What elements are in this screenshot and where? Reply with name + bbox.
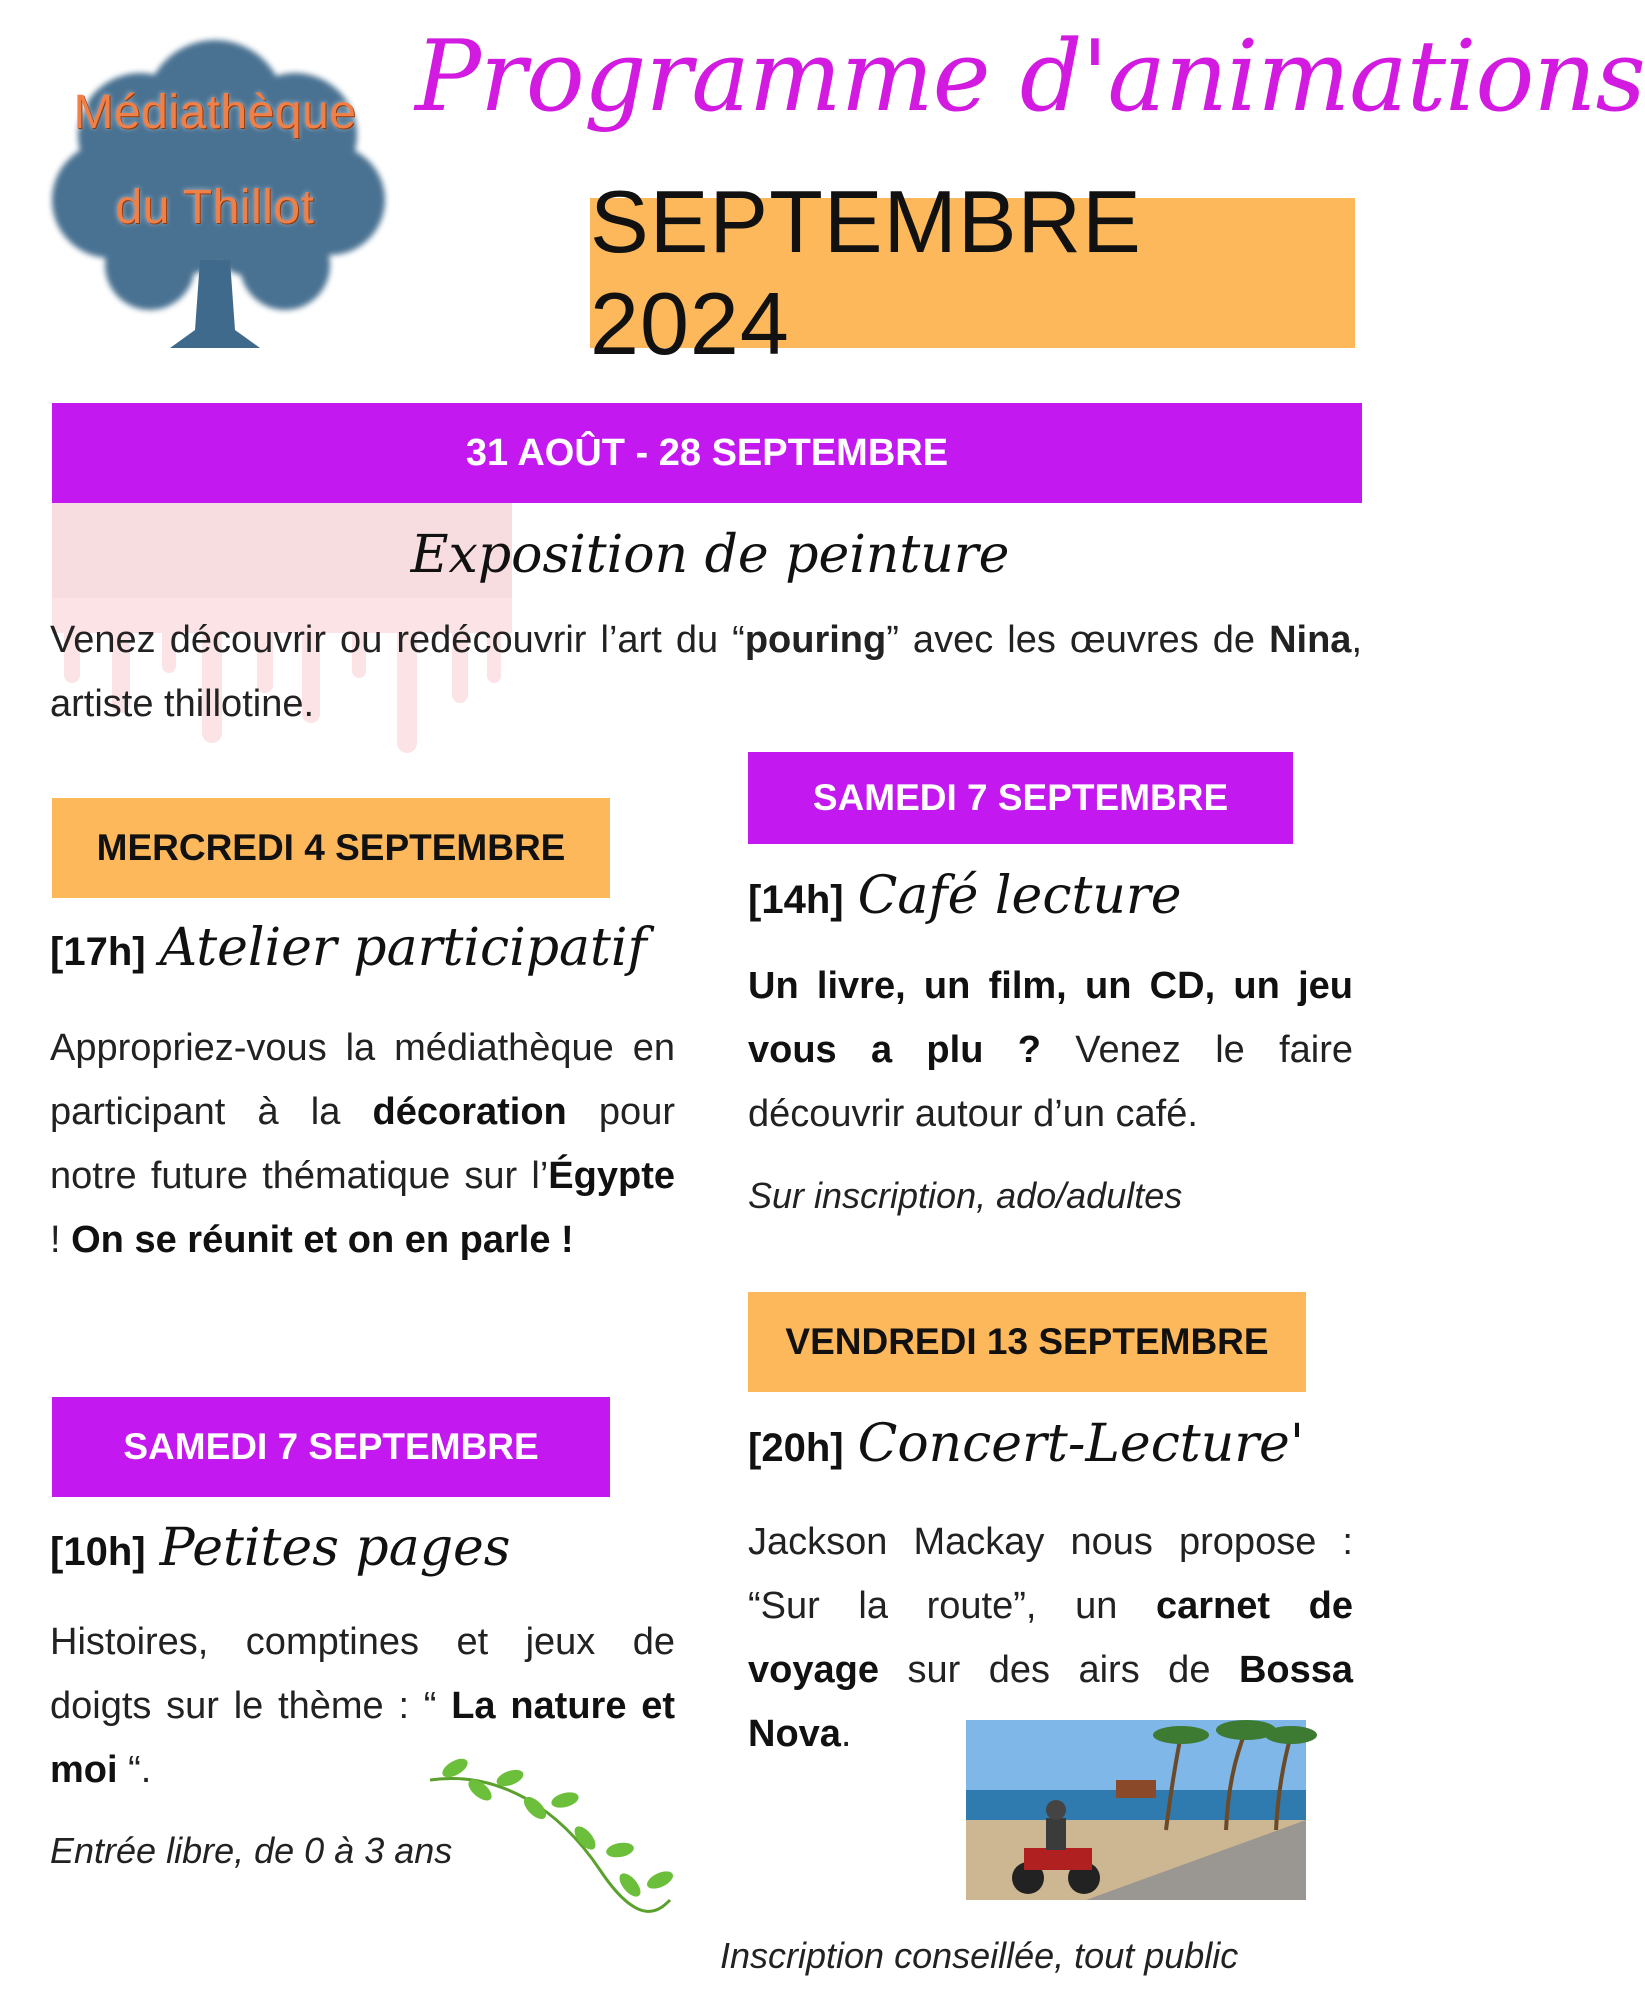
event-time: [17h] bbox=[50, 930, 146, 974]
month-badge bbox=[590, 172, 1355, 373]
event-heading-cafe bbox=[748, 866, 1181, 926]
event-time: [20h] bbox=[748, 1426, 844, 1470]
event-description-atelier bbox=[50, 1016, 675, 1272]
event-note-petites-pages: Entrée libre, de 0 à 3 ans bbox=[50, 1830, 453, 1871]
event-heading-concert bbox=[748, 1414, 1304, 1474]
expo-title: Exposition de peinture bbox=[410, 525, 1010, 585]
event-note-concert: Inscription conseillée, tout public bbox=[720, 1935, 1239, 1976]
date-box-petites-pages bbox=[52, 1397, 610, 1497]
expo-desc-bold: pouring bbox=[744, 619, 887, 661]
desc-text: “. bbox=[117, 1749, 152, 1791]
event-heading-atelier bbox=[50, 918, 647, 978]
event-heading-petites-pages bbox=[50, 1518, 510, 1578]
date-box-cafe bbox=[748, 752, 1293, 844]
event-time: [14h] bbox=[748, 878, 844, 922]
desc-bold: On se réunit et on en parle ! bbox=[71, 1219, 574, 1261]
date-label: VENDREDI 13 SEPTEMBRE bbox=[785, 1321, 1269, 1362]
desc-text: ! bbox=[50, 1219, 72, 1261]
date-label: SAMEDI 7 SEPTEMBRE bbox=[812, 777, 1229, 818]
expo-desc-bold: Nina bbox=[1269, 619, 1352, 661]
expo-dates: 31 AOÛT - 28 SEPTEMBRE bbox=[465, 431, 949, 474]
event-name: Concert-Lecture' bbox=[857, 1414, 1305, 1474]
event-name: Atelier participatif bbox=[159, 918, 647, 978]
desc-text: Appropriez-vous la médiathèque en participant à la bbox=[50, 1027, 675, 1133]
desc-text: Venez le faire découvrir autour d’un café. bbox=[748, 1029, 1353, 1135]
beach-motorcycle-photo bbox=[966, 1720, 1306, 1900]
date-label: MERCREDI 4 SEPTEMBRE bbox=[96, 827, 566, 868]
expo-date-banner bbox=[52, 403, 1362, 503]
leaves-vine-icon bbox=[420, 1750, 680, 1920]
desc-text: pour notre future thématique sur l’ bbox=[50, 1091, 675, 1197]
date-box-concert bbox=[748, 1292, 1306, 1392]
event-description-cafe bbox=[748, 954, 1353, 1146]
expo-desc-text: , artiste thillotine. bbox=[50, 619, 1363, 725]
desc-bold: Égypte bbox=[548, 1155, 675, 1197]
event-name: Petites pages bbox=[159, 1518, 511, 1578]
desc-text: . bbox=[840, 1713, 852, 1755]
date-box-atelier bbox=[52, 798, 610, 898]
month-label: SEPTEMBRE 2024 bbox=[590, 172, 1142, 373]
desc-bold: carnet de voyage bbox=[748, 1585, 1353, 1691]
desc-bold: La nature et moi bbox=[50, 1685, 676, 1791]
desc-bold: Un livre, un film, un CD, un jeu vous a plu ? bbox=[748, 965, 1353, 1071]
mediatheque-logo bbox=[30, 30, 400, 360]
expo-description bbox=[50, 608, 1362, 736]
logo-text-line1: Médiathèque bbox=[73, 86, 357, 139]
date-label: SAMEDI 7 SEPTEMBRE bbox=[123, 1426, 539, 1467]
desc-text: Jackson Mackay nous propose : “Sur la route”, un bbox=[748, 1521, 1353, 1627]
desc-bold: Bossa Nova bbox=[748, 1649, 1353, 1755]
event-note-cafe: Sur inscription, ado/adultes bbox=[748, 1175, 1183, 1216]
desc-text: Histoires, comptines et jeux de doigts sur le thème : “ bbox=[50, 1621, 675, 1727]
desc-bold: décoration bbox=[372, 1091, 567, 1133]
expo-desc-text: ” avec les œuvres de bbox=[886, 619, 1270, 661]
event-name: Café lecture bbox=[857, 866, 1182, 926]
page-title: Programme d'animations bbox=[415, 20, 1645, 134]
logo-text-line2: du Thillot bbox=[115, 181, 315, 234]
event-time: [10h] bbox=[50, 1530, 146, 1574]
desc-text: sur des airs de bbox=[878, 1649, 1239, 1691]
expo-desc-text: Venez découvrir ou redécouvrir l’art du “ bbox=[50, 619, 745, 661]
